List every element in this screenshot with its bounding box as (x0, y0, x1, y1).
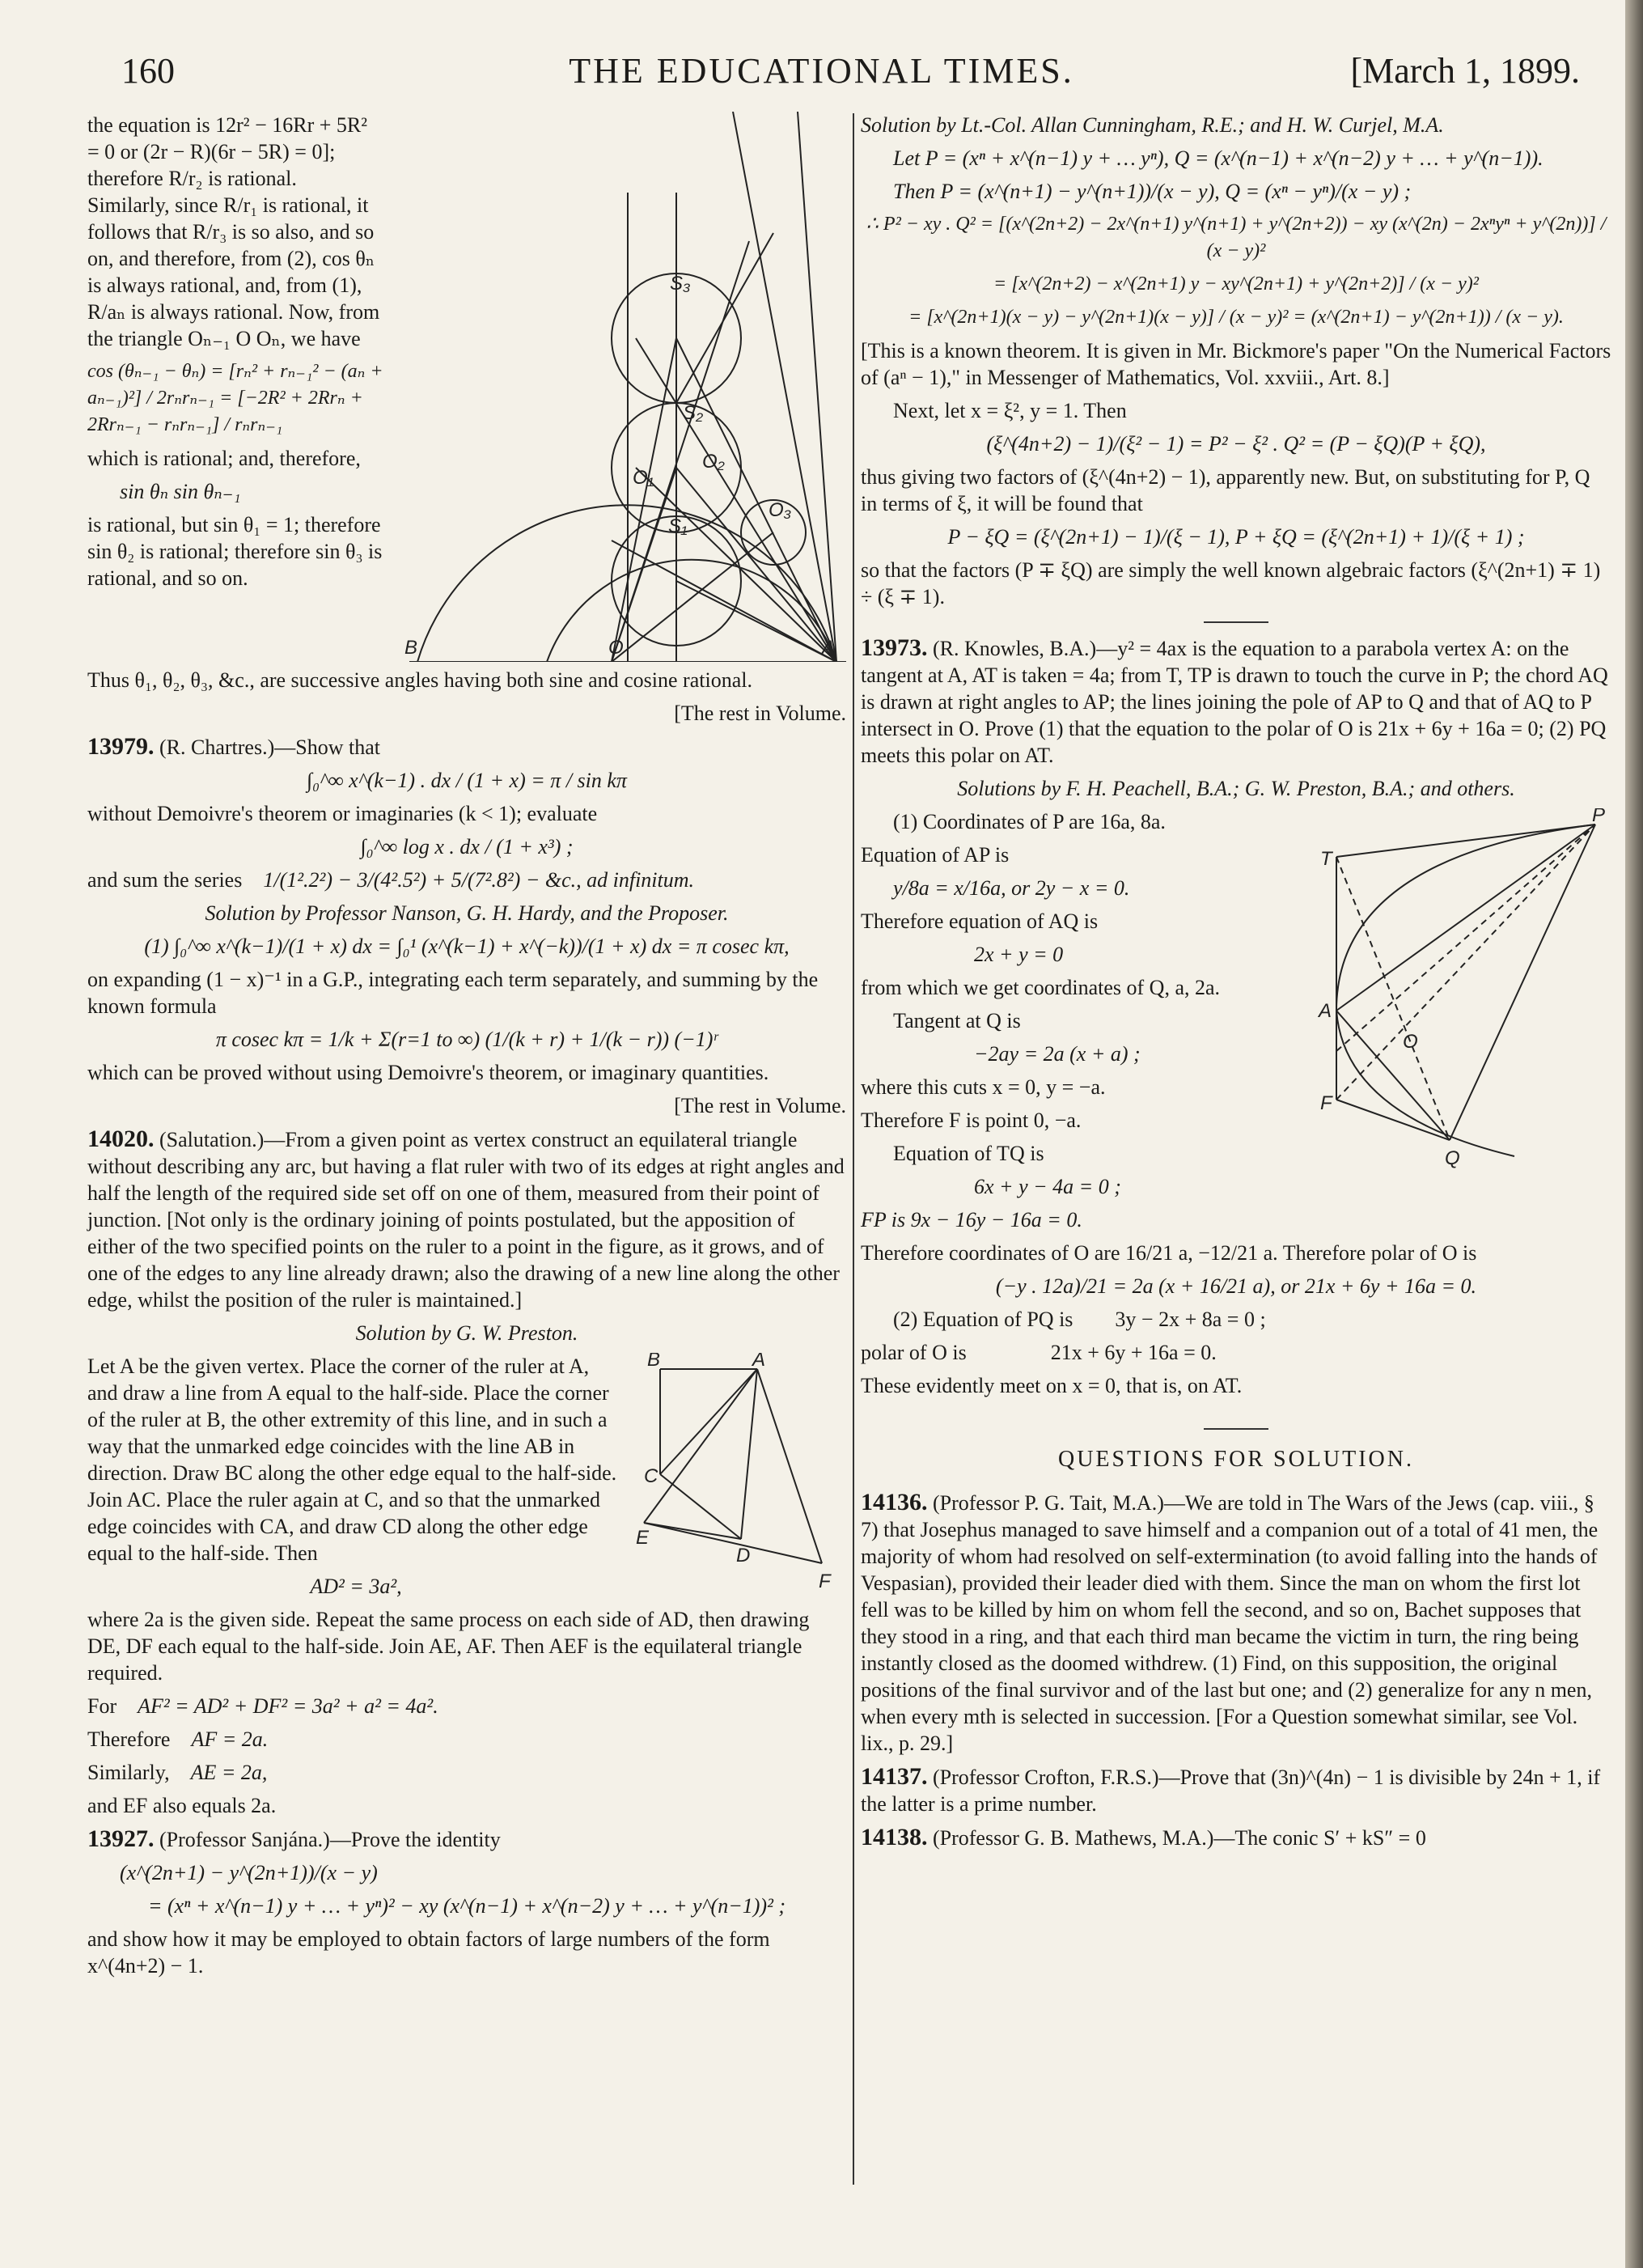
question-text: (Professor P. G. Tait, M.A.)—We are told in The Wars of the Jews (cap. viii., § 7) that Josephus managed to save himself and a companion out of a total of 41 men, the majority of whom had resolved on self-extermination (to avoid falling into the hands of Vespasian), provided their leader died with them. Since the man on whom the first lot fell was to be killed by him on whom fell the second, and so on, Bachet supposes that they stood in a ring, and that each third man became the victim in turn, the ring being instantly closed as the doomed withdrew. (1) Find, on this supposition, the original positions of the final survivor and of the last but one; and (2) generalize for any n men, when every mth is selected in succession. [For a Question somewhat similar, see Vol. lix., p. 29.] (861, 1491, 1599, 1755)
paragraph: is rational, but sin θ₁ = 1; therefore sin θ₂ is rational; therefore sin θ₃ is rational, and so on. (87, 513, 383, 590)
equation: (2) Equation of PQ is 3y − 2x + 8a = 0 ; (893, 1308, 1266, 1331)
journal-title: THE EDUCATIONAL TIMES. (569, 51, 1074, 91)
label: Therefore (87, 1727, 171, 1751)
label: For (87, 1694, 117, 1718)
paragraph: Therefore coordinates of O are 16/21 a, −12/21 a. Therefore polar of O is (861, 1241, 1477, 1265)
equation: ∴ P² − xy . Q² = [(x^(2n+2) − 2x^(n+1) y^(n+1) + y^(2n+2)) − xy (x^(2n) − 2xⁿyⁿ + y^(2n))] / (x − y)² (866, 214, 1607, 261)
right-column (861, 112, 1611, 1858)
paragraph: where this cuts x = 0, y = −a. (861, 1075, 1106, 1099)
paragraph: from which we get coordinates of Q, a, 2a. (861, 976, 1221, 999)
paragraph: Next, let x = ξ², y = 1. Then (893, 399, 1127, 422)
label-d: D (736, 1545, 751, 1566)
column-divider (853, 113, 854, 2185)
question-author: (R. Chartres.)—Show that (159, 736, 380, 759)
equation: (1) ∫₀^∞ x^(k−1)/(1 + x) dx = ∫₀¹ (x^(k−1) + x^(−k))/(1 + x) dx = π cosec kπ, (144, 935, 790, 958)
label-s2: S₂ (683, 402, 704, 424)
label-t: T (1320, 848, 1332, 870)
equation: polar of O is 21x + 6y + 16a = 0. (861, 1341, 1217, 1364)
label-a: A (822, 637, 836, 659)
paragraph: so that the factors (P ∓ ξQ) are simply the well known algebraic factors (ξ^(2n+1) ∓ 1) ÷ (ξ ∓ 1). (861, 558, 1601, 608)
paragraph: which is rational; and, therefore, (87, 447, 361, 470)
label-o2: O₂ (702, 451, 725, 473)
label-p: P (1592, 808, 1606, 826)
question-number: 14138. (861, 1824, 928, 1850)
paragraph: Therefore equation of AQ is (861, 909, 1099, 933)
paragraph: (1) Coordinates of P are 16a, 8a. (893, 810, 1166, 833)
label-f: F (819, 1571, 831, 1592)
question-number: 13979. (87, 733, 155, 760)
paragraph: Let A be the given vertex. Place the corner of the ruler at A, and draw a line from A equal to the half-side. Place the corner of the ruler at B, the other extremity of this line, and in such a way that the unmarked edge coincides with the line AB in direction. Draw BC along the other edge equal to the half-side. Join AC. Place the ruler again at C, and so that the unmarked edge coincides with CA, and draw CD along the other edge equal to the half-side. Then (87, 1354, 617, 1565)
equation: π cosec kπ = 1/k + Σ(r=1 to ∞) (1/(k + r) + 1/(k − r)) (−1)ʳ (215, 1028, 718, 1051)
equation: = (xⁿ + x^(n−1) y + … + yⁿ)² − xy (x^(n−1) + x^(n−2) y + … + y^(n−1))² ; (147, 1894, 786, 1918)
equation: ∫₀^∞ log x . dx / (1 + x³) ; (360, 835, 574, 858)
equation: −2ay = 2a (x + a) ; (974, 1042, 1141, 1066)
question-text: (R. Knowles, B.A.)—y² = 4ax is the equation to a parabola vertex A: on the tangent at A, AT is taken = 4a; from T, TP is drawn to touch the curve in P; the chord AQ is drawn at right angles to AP; the lines joining the pole of AP to Q and that of AQ to P intersect in O. Prove (1) that the equation to the polar of O is 21x + 6y + 16a = 0; (2) PQ meets this polar on AT. (861, 637, 1608, 767)
triangle-figure (636, 1353, 846, 1596)
equation: ∫₀^∞ x^(k−1) . dx / (1 + x) = π / sin kπ (307, 769, 627, 792)
question-number: 13927. (87, 1825, 155, 1852)
section-rule (1204, 1428, 1268, 1430)
solution-by: Solutions by F. H. Peachell, B.A.; G. W. Preston, B.A.; and others. (957, 777, 1515, 800)
equation: AF² = AD² + DF² = 3a² + a² = 4a². (138, 1694, 438, 1718)
label: Similarly, (87, 1761, 170, 1784)
solution-by: Solution by Professor Nanson, G. H. Hardy, and the Proposer. (205, 901, 729, 925)
equation: = [x^(2n+1)(x − y) − y^(2n+1)(x − y)] / (x − y)² = (x^(2n+1) − y^(2n+1)) / (x − y). (908, 307, 1564, 328)
paragraph: Equation of AP is (861, 843, 1010, 867)
paragraph: and sum the series (87, 868, 243, 892)
paragraph: [This is a known theorem. It is given in Mr. Bickmore's paper "On the Numerical Factors of (aⁿ − 1)," in Messenger of Mathematics, Vol. xxviii., Art. 8.] (861, 339, 1611, 389)
paragraph: where 2a is the given side. Repeat the same process on each side of AD, then drawing DE, DF each equal to the half-side. Join AE, AF. Then AEF is the equilateral triangle required. (87, 1608, 810, 1685)
page-header (0, 0, 1643, 89)
page-edge (1625, 0, 1643, 2268)
left-column (87, 112, 846, 1986)
question-number: 14137. (861, 1763, 928, 1790)
issue-date: [March 1, 1899. (1350, 51, 1580, 91)
question-text: (Salutation.)—From a given point as vertex construct an equilateral triangle without describing any arc, but having a flat ruler with two of its edges at right angles and half the length of the required side set off on one of them, measured from their point of junction. [Not only is the ordinary joining of points postulated, but the apposition of either of the two specified points on the ruler to a point in the figure, as it grows, and of one of the edges to any line already drawn; also the drawing of a new line along the other edge, whilst the position of the ruler is maintained.] (87, 1128, 845, 1312)
label-o3: O₃ (769, 499, 792, 521)
equation: FP is 9x − 16y − 16a = 0. (861, 1208, 1082, 1232)
equation: 2x + y = 0 (974, 943, 1064, 966)
equation: 6x + y − 4a = 0 ; (974, 1175, 1121, 1198)
equation: (−y . 12a)/21 = 2a (x + 16/21 a), or 21x + 6y + 16a = 0. (995, 1274, 1477, 1298)
label-f: F (1320, 1092, 1332, 1114)
section-rule (1204, 621, 1268, 623)
question-author: (Professor Sanjána.)—Prove the identity (159, 1828, 501, 1851)
equation: Then P = (x^(n+1) − y^(n+1))/(x − y), Q = (xⁿ − yⁿ)/(x − y) ; (893, 180, 1412, 203)
paragraph: and EF also equals 2a. (87, 1794, 277, 1817)
paragraph: Thus θ₁, θ₂, θ₃, &c., are successive angles having both sine and cosine rational. (87, 668, 752, 692)
label-e: E (636, 1527, 650, 1549)
solution-by: Solution by Lt.-Col. Allan Cunningham, R.E.; and H. W. Curjel, M.A. (861, 113, 1444, 137)
equation: = [x^(2n+2) − x^(2n+1) y − xy^(2n+1) + y^(2n+2)] / (x − y)² (993, 273, 1479, 295)
equation: AE = 2a, (190, 1761, 268, 1784)
paragraph: and show how it may be employed to obtain factors of large numbers of the form x^(4n+2) − 1. (87, 1927, 770, 1978)
paragraph: which can be proved without using Demoivre's theorem, or imaginary quantities. (87, 1061, 769, 1084)
question-text: (Professor G. B. Mathews, M.A.)—The conic S′ + kS″ = 0 (933, 1826, 1426, 1850)
equation: sin θₙ sin θₙ₋₁ (120, 480, 241, 503)
label-b: B (404, 637, 418, 659)
label-o: O (608, 637, 624, 659)
section-heading: QUESTIONS FOR SOLUTION. (1057, 1447, 1414, 1472)
label-s1: S₁ (668, 515, 688, 537)
paragraph: on expanding (1 − x)⁻¹ in a G.P., integrating each term separately, and summing by the known formula (87, 968, 819, 1018)
rest-in-volume: [The rest in Volume. (674, 702, 846, 725)
paragraph: These evidently meet on x = 0, that is, on AT. (861, 1374, 1243, 1397)
label-o: O (1403, 1031, 1418, 1053)
equation: (x^(2n+1) − y^(2n+1))/(x − y) (120, 1861, 378, 1884)
equation: Let P = (xⁿ + x^(n−1) y + … yⁿ), Q = (x^(n−1) + x^(n−2) y + … + y^(n−1)). (893, 146, 1543, 170)
circles-figure (393, 112, 846, 662)
paragraph: the equation is 12r² − 16Rr + 5R² = 0 or (2r − R)(6r − 5R) = 0]; therefore R/r₂ is rational. Similarly, since R/r₁ is rational, it follows that R/r₃ is so also, and so on, and therefore, from (2), cos θₙ is always rational, and, from (1), R/aₙ is always rational. Now, from the triangle Oₙ₋₁ O Oₙ, we have (87, 113, 380, 350)
question-number: 14136. (861, 1489, 928, 1516)
label-a: A (752, 1353, 766, 1371)
label-a: A (1319, 1000, 1332, 1022)
label-s3: S₃ (670, 273, 691, 295)
page-number: 160 (121, 51, 175, 91)
paragraph: Therefore F is point 0, −a. (861, 1109, 1082, 1132)
equation: AD² = 3a², (310, 1575, 402, 1598)
parabola-figure (1288, 808, 1611, 1181)
label-b: B (647, 1353, 661, 1371)
equation: y/8a = x/16a, or 2y − x = 0. (893, 876, 1130, 900)
rest-in-volume: [The rest in Volume. (674, 1094, 846, 1117)
equation: AF = 2a. (191, 1727, 269, 1751)
equation: P − ξQ = (ξ^(2n+1) − 1)/(ξ − 1), P + ξQ = (ξ^(2n+1) + 1)/(ξ + 1) ; (947, 525, 1525, 549)
label-q: Q (1445, 1147, 1460, 1169)
equation: 1/(1².2²) − 3/(4².5²) + 5/(7².8²) − &c., ad infinitum. (263, 868, 695, 892)
paragraph: thus giving two factors of (ξ^(4n+2) − 1), apparently new. But, on substituting for P, Q in terms of ξ, it will be found that (861, 465, 1590, 515)
equation: cos (θₙ₋₁ − θₙ) = [rₙ² + rₙ₋₁² − (aₙ + aₙ₋₁)²] / 2rₙrₙ₋₁ = [−2R² + 2Rrₙ + 2Rrₙ₋₁ − rₙrₙ₋₁] / rₙrₙ₋₁ (87, 361, 383, 435)
label-o1: O₁ (633, 467, 654, 489)
paragraph: without Demoivre's theorem or imaginaries (k < 1); evaluate (87, 802, 598, 825)
question-number: 14020. (87, 1126, 155, 1152)
question-text: (Professor Crofton, F.R.S.)—Prove that (3n)^(4n) − 1 is divisible by 24n + 1, if the latter is a prime number. (861, 1766, 1601, 1816)
paragraph: Tangent at Q is (893, 1009, 1021, 1032)
solution-by: Solution by G. W. Preston. (355, 1321, 578, 1345)
label-c: C (644, 1465, 658, 1487)
question-number: 13973. (861, 634, 928, 661)
paragraph: Equation of TQ is (893, 1142, 1044, 1165)
equation: (ξ^(4n+2) − 1)/(ξ² − 1) = P² − ξ² . Q² = (P − ξQ)(P + ξQ), (986, 432, 1486, 456)
